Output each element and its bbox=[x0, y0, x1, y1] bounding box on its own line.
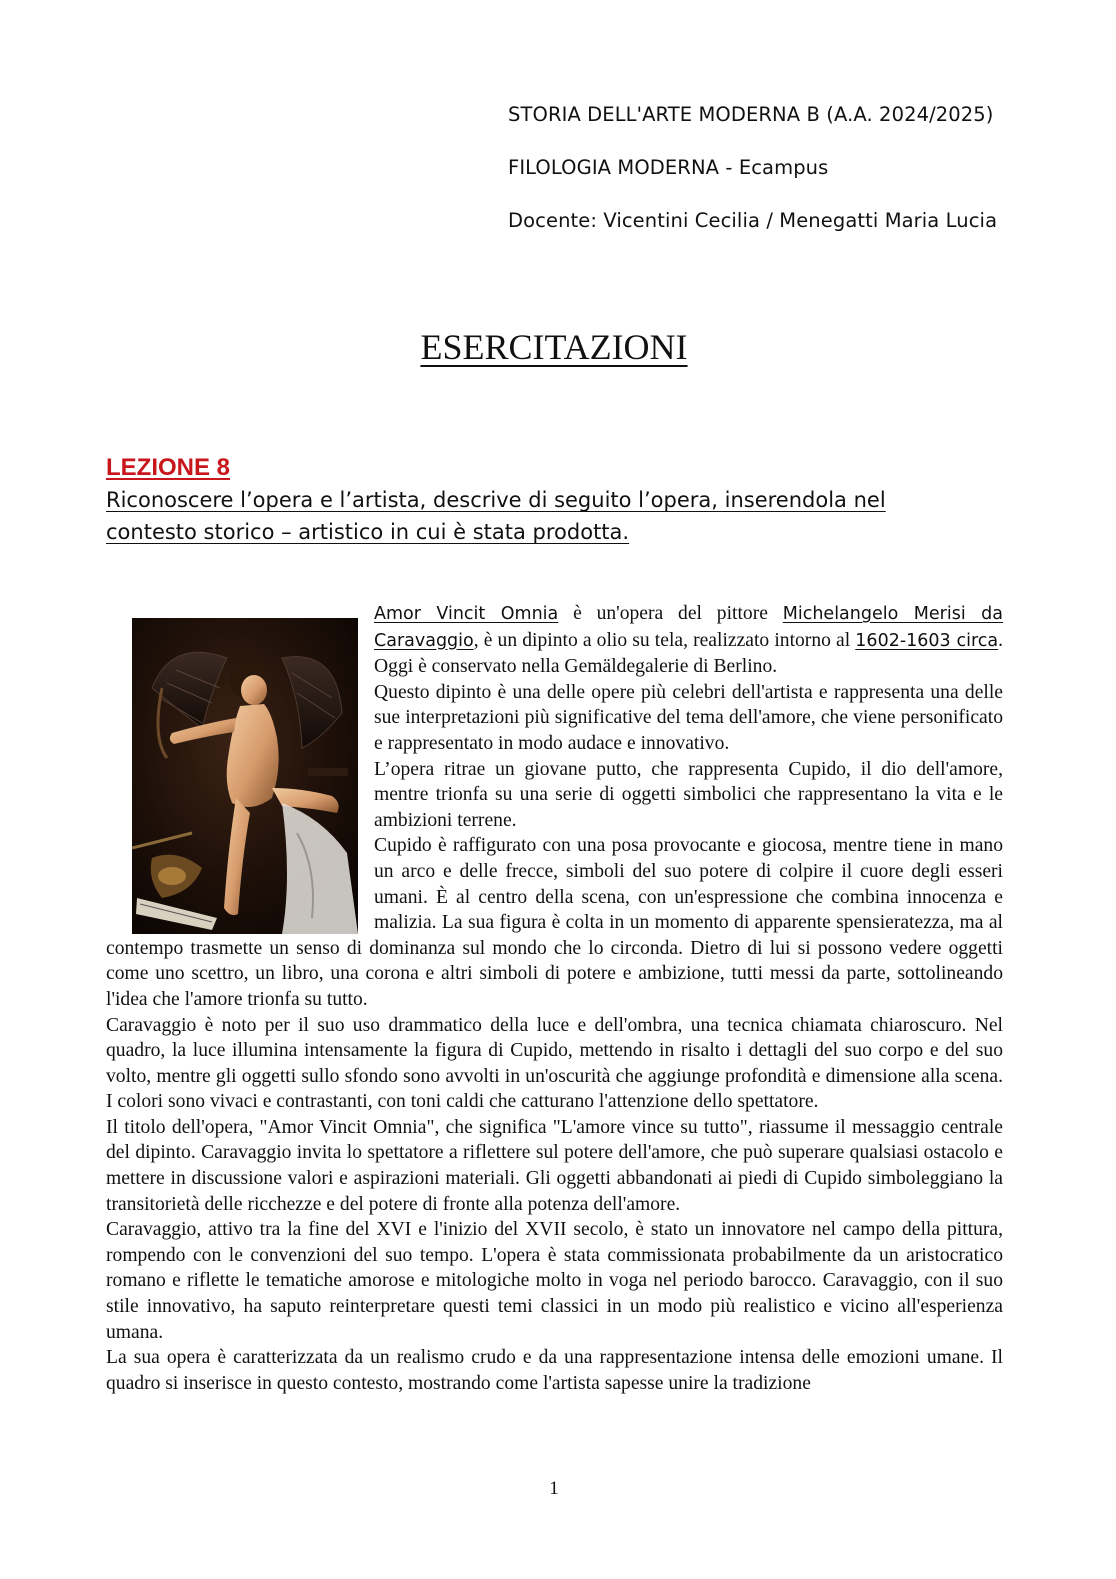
paragraph: L’opera ritrae un giovane putto, che rappresenta Cupido, il dio dell'amore, mentre trionfa su una serie di oggetti simbolici che rappresentano la vita e le ambizioni terrene. bbox=[374, 758, 1003, 831]
document-header bbox=[508, 88, 997, 247]
degree-program: FILOLOGIA MODERNA - Ecampus bbox=[508, 156, 829, 179]
page-number: 1 bbox=[549, 1478, 559, 1499]
image-wrap-spacer bbox=[106, 601, 374, 926]
intro-text-3: . Oggi è conservato nella Gemäldegalerie di Berlino. bbox=[374, 629, 1004, 678]
paragraph: Caravaggio, attivo tra la fine del XVI e l'inizio del XVII secolo, è stato un innovatore nel campo della pittura, rompendo con le convenzioni del suo tempo. L'opera è stata commissionata probabilmente da un aristocratico romano e riflette le tematiche amorose e mitologiche molto in voga nel periodo barocco. Caravaggio, con il suo stile innovativo, ha saputo reinterpretare questi temi classici in un modo più realistico e vicino all'esperienza umana. bbox=[106, 1219, 1003, 1343]
lesson-prompt: Riconoscere l’opera e l’artista, descrive di seguito l’opera, inserendola nel contesto storico – artistico in cui è stata prodotta. bbox=[106, 488, 886, 544]
course-title: STORIA DELL'ARTE MODERNA B (A.A. 2024/2025) bbox=[508, 103, 994, 126]
body-text bbox=[106, 601, 1003, 1396]
page-title: ESERCITAZIONI bbox=[420, 327, 688, 367]
work-date: 1602-1603 circa bbox=[855, 630, 999, 651]
paragraph: Caravaggio è noto per il suo uso drammatico della luce e dell'ombra, una tecnica chiamata chiaroscuro. Nel quadro, la luce illumina intensamente la figura di Cupido, mettendo in risalto i dettagli del suo corpo e del suo volto, mentre gli oggetti sullo sfondo sono avvolti in un'oscurità che aggiunge profondità e dimensione alla scena. I colori sono vivaci e contrastanti, con toni caldi che catturano l'attenzione dello spettatore. bbox=[106, 1014, 1003, 1113]
teachers: Docente: Vicentini Cecilia / Menegatti Maria Lucia bbox=[508, 209, 998, 232]
paragraph: La sua opera è caratterizzata da un realismo crudo e da una rappresentazione intensa delle emozioni umane. Il quadro si inserisce in questo contesto, mostrando come l'artista sapesse unire la tradizione bbox=[106, 1347, 1003, 1394]
work-title: Amor Vincit Omnia bbox=[374, 604, 559, 624]
artist-name: Michelangelo Merisi da Caravaggio bbox=[374, 604, 1003, 651]
intro-text-2: , è un dipinto a olio su tela, realizzato intorno al bbox=[473, 629, 856, 651]
paragraph: Cupido è raffigurato con una posa provocante e giocosa, mentre tiene in mano un arco e delle frecce, simboli del suo potere di colpire il cuore degli esseri umani. È al centro della scena, con un'espressione che combina innocenza e malizia. La sua figura è colta in un momento di apparente spensieratezza, ma al contempo trasmette un senso di dominanza sul mondo che lo circonda. Dietro di lui si possono vedere oggetti come uno scettro, un libro, una corona e altri simboli di potere e ambizione, tutti messi da parte, sottolineando l'idea che l'amore trionfa su tutto. bbox=[106, 835, 1003, 1010]
intro-text-1: è un'opera del pittore bbox=[558, 603, 783, 624]
paragraph: Questo dipinto è una delle opere più celebri dell'artista e rappresenta una delle sue interpretazioni più significative del tema dell'amore, che viene personificato e rappresentato in modo audace e innovativo. bbox=[374, 681, 1003, 754]
paragraph: Il titolo dell'opera, "Amor Vincit Omnia", che significa "L'amore vince su tutto", riassume il messaggio centrale del dipinto. Caravaggio invita lo spettatore a riflettere sul potere dell'amore, che può superare qualsiasi ostacolo e mettere in discussione valori e aspirazioni materiali. Gli oggetti abbandonati ai piedi di Cupido simboleggiano la transitorietà delle ricchezze e del potere di fronte alla potenza dell'amore. bbox=[106, 1116, 1003, 1215]
lesson-heading: LEZIONE 8 bbox=[106, 454, 231, 481]
